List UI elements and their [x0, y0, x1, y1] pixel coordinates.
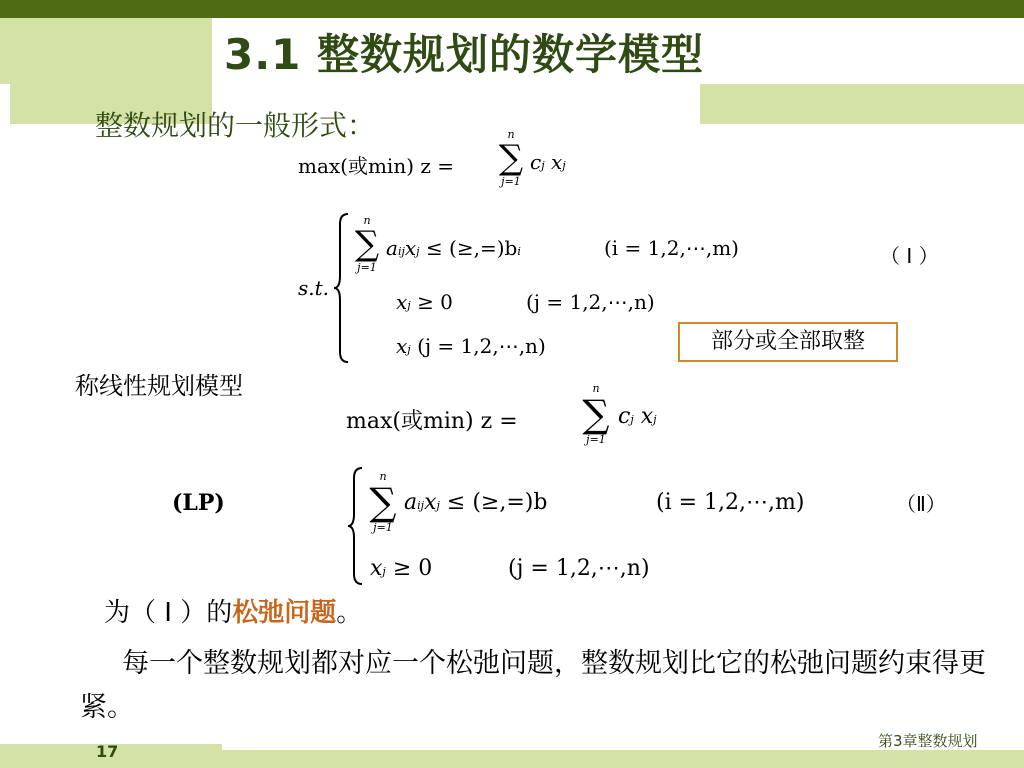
- model2-c2-range: (j = 1,2,⋯,n): [508, 556, 650, 581]
- model2-c1-lhs: aijxj ≤ (≥,=)b: [404, 490, 548, 515]
- model2-objective: max(或min) z =: [346, 409, 518, 434]
- general-form-heading: 整数规划的一般形式：: [95, 109, 376, 142]
- model1-sum: n ∑ j=1: [498, 128, 524, 188]
- model1-c2-range: (j = 1,2,⋯,n): [526, 290, 655, 314]
- lp-intro: 称线性规划模型: [75, 372, 243, 400]
- model1-c1-range: (i = 1,2,⋯,m): [604, 236, 739, 260]
- integer-note-box: 部分或全部取整: [678, 322, 898, 362]
- model1-tag: （ I ）: [880, 244, 939, 268]
- page-number: 17: [96, 742, 119, 761]
- model1-st-label: s.t.: [298, 276, 330, 300]
- model1-objective: max(或min) z =: [298, 154, 455, 178]
- right-band: [700, 84, 1024, 124]
- model2-brace: [346, 466, 366, 586]
- model2-c1-range: (i = 1,2,⋯,m): [656, 490, 805, 515]
- model2-objective-term: cj xj: [618, 404, 657, 429]
- model2-tag: （Ⅱ）: [896, 492, 946, 516]
- model1-c1-lhs: aijxj ≤ (≥,=)bi: [386, 236, 521, 260]
- model2-sum: n ∑ j=1: [582, 382, 610, 446]
- model2-c2: xj ≥ 0: [370, 556, 433, 581]
- chapter-footer: 第3章整数规划: [878, 732, 978, 750]
- relaxation-highlight: 松弛问题: [232, 598, 337, 628]
- model1-brace: [332, 212, 352, 364]
- relaxation-statement: 为（ I ）的松弛问题。: [104, 598, 363, 628]
- model1-c2: xj ≥ 0: [396, 290, 453, 314]
- explanation-paragraph: 每一个整数规划都对应一个松弛问题，整数规划比它的松弛问题约束得更紧。: [80, 648, 986, 723]
- model2-label: (LP): [172, 490, 225, 516]
- model1-c3: xj (j = 1,2,⋯,n): [396, 334, 546, 358]
- model2-c1-sum: n ∑ j=1: [369, 470, 397, 534]
- model1-c1-sum: n ∑ j=1: [354, 214, 380, 274]
- slide-title: 3.1 整数规划的数学模型: [224, 30, 705, 79]
- top-band: [0, 0, 1024, 18]
- left-band-notch: [0, 84, 10, 124]
- model1-objective-term: cj xj: [530, 150, 566, 174]
